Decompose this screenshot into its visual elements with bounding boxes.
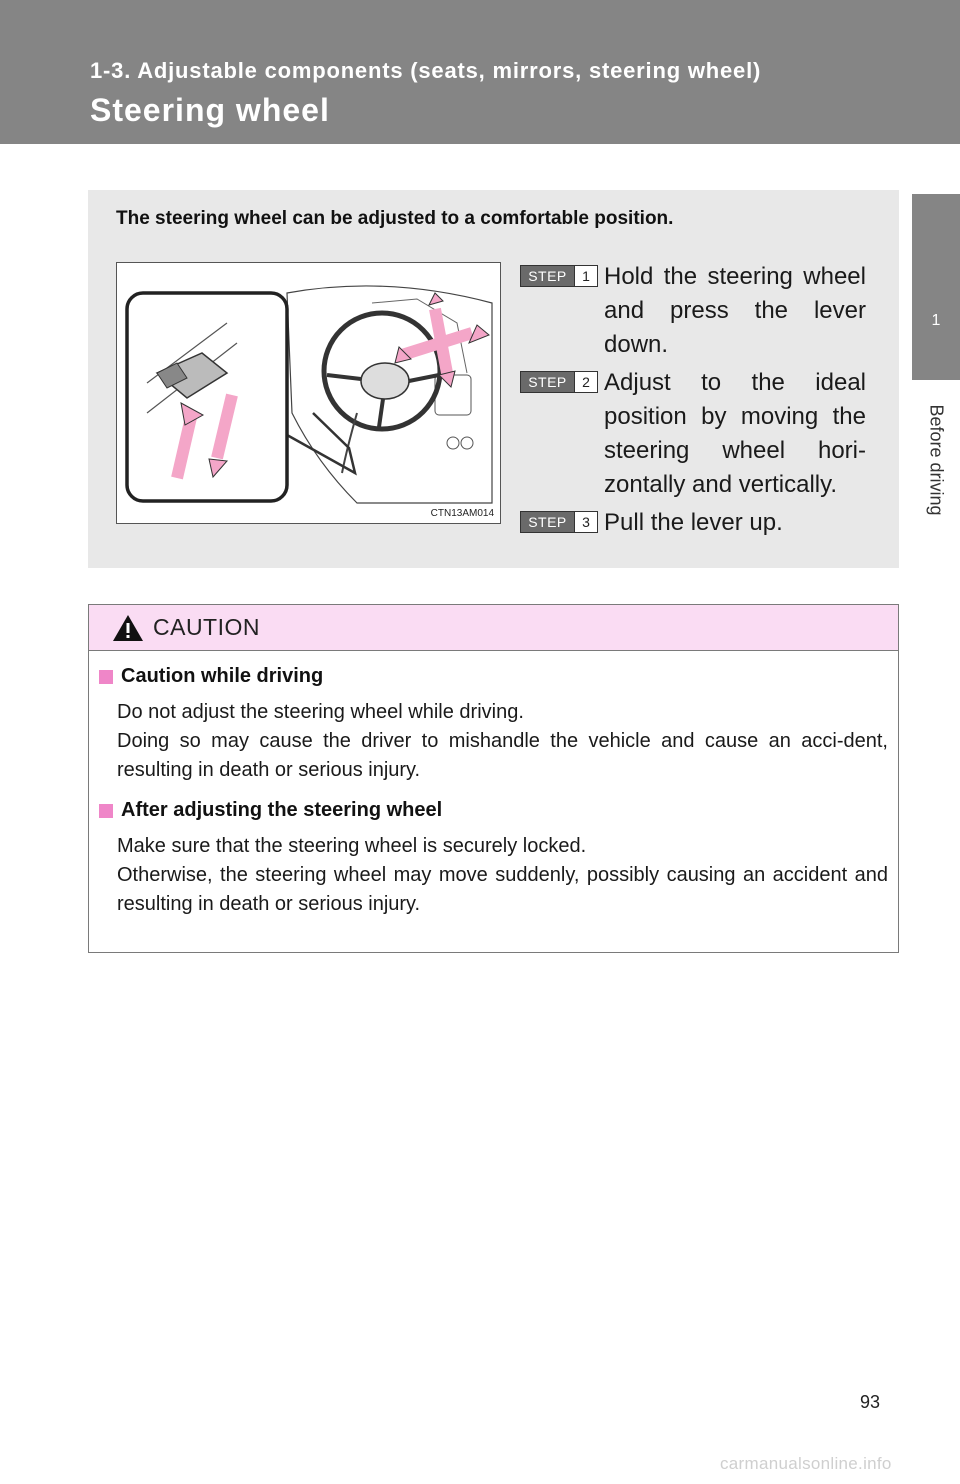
section-title: 1-3. Adjustable components (seats, mirrors, steering wheel): [90, 58, 762, 83]
step-1: [520, 260, 866, 362]
caution-item-title-text: After adjusting the steering wheel: [121, 799, 443, 821]
steering-wheel-drawing: [117, 263, 500, 523]
step-badge-number: 1: [574, 266, 597, 286]
step-badge-number: 2: [574, 372, 597, 392]
caution-header: [89, 605, 898, 651]
chapter-number: 1: [931, 312, 941, 329]
caution-body: [89, 651, 898, 919]
caution-item: [99, 665, 888, 785]
page-number: 93: [860, 1392, 881, 1412]
caution-box: [88, 604, 899, 953]
step-badge-word: STEP: [521, 512, 574, 532]
caution-paragraph: Otherwise, the steering wheel may move suddenly, possibly causing an accident and resulting in death or serious injury.: [117, 864, 888, 915]
step-text: Pull the lever up.: [604, 509, 783, 536]
caution-paragraph: Make sure that the steering wheel is securely locked.: [117, 835, 587, 857]
caution-paragraph: Do not adjust the steering wheel while driving.: [117, 701, 524, 723]
intro-box: [88, 190, 899, 568]
step-badge-number: 3: [574, 512, 597, 532]
chapter-tab: [912, 194, 960, 380]
step-badge: [520, 511, 598, 533]
step-badge: [520, 371, 598, 393]
page-title: Steering wheel: [90, 92, 330, 128]
square-bullet-icon: [99, 804, 113, 818]
watermark: carmanualsonline.info: [720, 1454, 892, 1473]
step-badge-word: STEP: [521, 266, 574, 286]
caution-item-title-text: Caution while driving: [121, 665, 324, 687]
caution-paragraph: Doing so may cause the driver to mishandle the vehicle and cause an acci-dent, resulting in death or serious injury.: [117, 730, 888, 781]
step-badge: [520, 265, 598, 287]
caution-label: CAUTION: [153, 614, 260, 640]
steering-wheel-illustration: [116, 262, 501, 524]
caution-item: [99, 799, 888, 919]
intro-text: The steering wheel can be adjusted to a comfortable position.: [116, 208, 674, 229]
step-text: Adjust to the ideal position by moving the steering wheel hori-zontally and vertically.: [604, 369, 866, 498]
step-badge-word: STEP: [521, 372, 574, 392]
warning-triangle-icon: [111, 613, 145, 643]
steps-list: [520, 260, 866, 544]
caution-item-title: [99, 665, 888, 688]
step-2: [520, 366, 866, 502]
page-header: [0, 0, 960, 144]
step-3: [520, 506, 866, 540]
chapter-label: Before driving: [926, 404, 947, 516]
illustration-code: CTN13AM014: [430, 508, 494, 519]
caution-item-title: [99, 799, 888, 822]
square-bullet-icon: [99, 670, 113, 684]
step-text: Hold the steering wheel and press the lever down.: [604, 263, 866, 358]
